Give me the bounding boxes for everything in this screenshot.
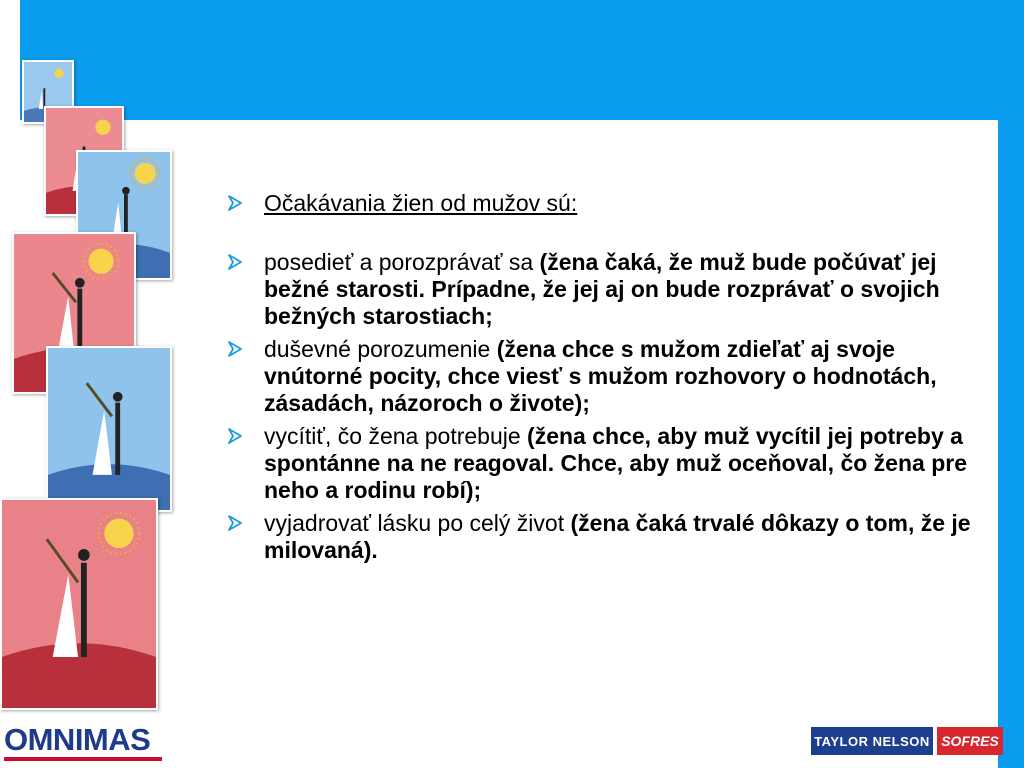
tns-logo	[811, 727, 1003, 755]
item-bold-text: (žena čaká, že muž bude počúvať jej bežné starosti. Prípadne, že jej aj on bude rozprávať o svojich bežných starostiach;	[264, 249, 940, 329]
list-item	[226, 249, 986, 330]
item-bold-text: (žena chce, aby muž vycítil jej potreby a spontánne na ne reagoval. Chce, aby muž oceňoval, čo žena pre neho a rodinu robí);	[264, 423, 967, 503]
item-text: vycítiť, čo žena potrebuje	[264, 423, 528, 449]
omnimas-logo-text: OMNIMAS	[4, 722, 151, 757]
list-item	[226, 423, 986, 504]
tns-logo-main: TAYLOR NELSON	[811, 727, 933, 755]
item-text: duševné porozumenie	[264, 336, 497, 362]
omnimas-logo	[4, 724, 164, 764]
arrowhead-bullet-icon	[226, 514, 244, 532]
arrowhead-bullet-icon	[226, 194, 244, 212]
picture-card-6	[0, 498, 158, 710]
arrowhead-bullet-icon	[226, 427, 244, 445]
arrowhead-bullet-icon	[226, 253, 244, 271]
item-bold-text: (žena chce s mužom zdieľať aj svoje vnútorné pocity, chce viesť s mužom rozhovory o hodnotách, zásadách, názoroch o živote);	[264, 336, 937, 416]
picture-card-5	[46, 346, 172, 512]
item-text: posedieť a porozprávať sa	[264, 249, 540, 275]
right-band	[998, 0, 1024, 768]
item-bold-text: (žena čaká trvalé dôkazy o tom, že je milovaná).	[264, 510, 971, 563]
omnimas-logo-underline	[4, 757, 162, 761]
bullet-list	[226, 190, 986, 564]
list-heading	[226, 190, 986, 217]
heading-text: Očakávania žien od mužov sú:	[264, 190, 578, 216]
tns-logo-accent: SOFRES	[937, 727, 1003, 755]
header-band	[0, 0, 1024, 120]
item-text: vyjadrovať lásku po celý život	[264, 510, 571, 536]
list-item	[226, 336, 986, 417]
arrowhead-bullet-icon	[226, 340, 244, 358]
list-item	[226, 510, 986, 564]
